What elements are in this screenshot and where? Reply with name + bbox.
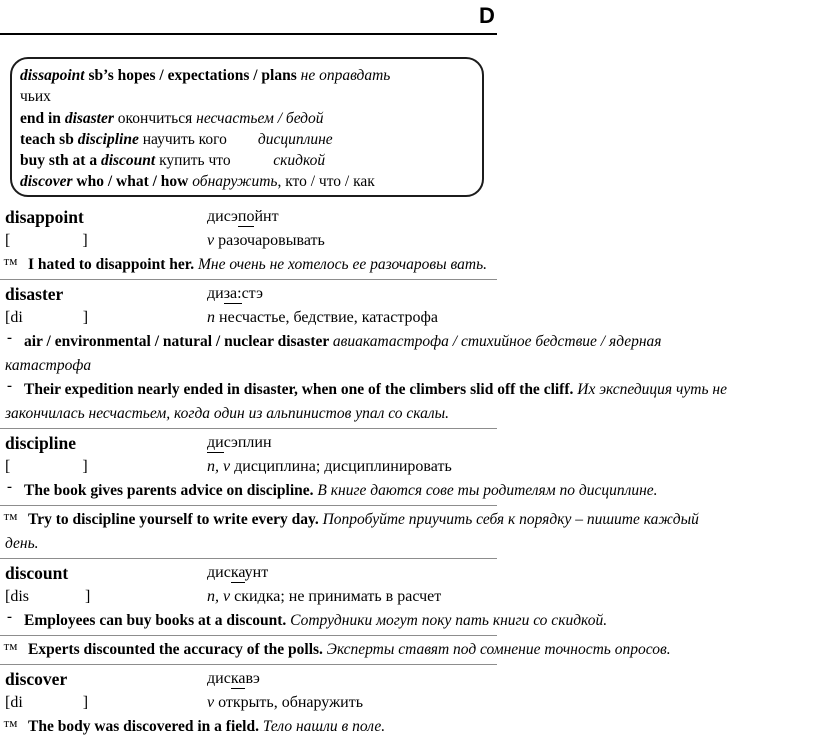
text-segment: В книге даются сове ты родителям по дисциплине.	[317, 482, 658, 499]
pos-translation	[207, 306, 816, 330]
text-segment: who / what / how	[72, 173, 193, 191]
dash-marker-icon: -	[7, 479, 12, 495]
text-segment: air / environmental / natural / nuclear disaster	[24, 333, 333, 350]
text-segment: научить кого	[138, 130, 227, 148]
example-line	[0, 638, 816, 662]
text-segment: , кто / что / как	[277, 173, 375, 191]
text-segment: Эксперты ставят под сомнение точность опросов.	[326, 641, 671, 658]
text-segment: Their expedition nearly ended in disaster, when one of the climbers slid off the cliff.	[24, 381, 578, 398]
text-segment	[231, 152, 274, 169]
entry-head-row	[0, 431, 816, 455]
text-segment: день.	[5, 535, 39, 552]
text-segment: сэплин	[223, 434, 272, 451]
text-segment: I hated to disappoint her.	[28, 256, 198, 273]
text-segment: teach sb	[20, 130, 78, 148]
text-segment: disaster	[64, 109, 114, 127]
text-segment: Try to discipline yourself to write every day.	[28, 511, 323, 528]
example	[0, 330, 816, 378]
collocation-line	[20, 150, 478, 171]
pronunciation	[207, 205, 816, 229]
transcription: [dis ]	[5, 588, 91, 605]
text-segment: авиакатастрофа / стихийное бедствие / ядерная	[332, 333, 662, 350]
entry-info-row	[0, 691, 816, 715]
transcription: [ ]	[5, 458, 88, 475]
entry-head-row	[0, 561, 816, 585]
example-line	[0, 508, 816, 532]
pos-translation	[207, 229, 816, 253]
example-line	[0, 354, 816, 378]
text-segment: разочаровывать	[214, 232, 325, 249]
text-segment: Попробуйте приучить себя к порядку – пишите каждый	[322, 511, 699, 528]
example	[0, 508, 816, 556]
entry-head-row	[0, 205, 816, 229]
example	[0, 609, 816, 633]
text-segment: Тело нашли в поле.	[262, 718, 386, 735]
pos-translation	[207, 691, 816, 715]
example-line	[0, 715, 816, 739]
text-segment: несчастьем / бедой	[196, 109, 324, 127]
example	[0, 479, 816, 503]
collocation-line	[20, 65, 478, 86]
text-segment: стэ	[241, 285, 263, 302]
entry-info-row	[0, 306, 816, 330]
text-segment: Сотрудники могут поку пать книги со скидкой.	[290, 612, 608, 629]
pronunciation	[207, 431, 816, 455]
text-segment: Мне очень не хотелось ее разочаровы вать.	[197, 256, 488, 273]
text-segment: dissapoint	[20, 67, 85, 84]
text-segment: n, v	[207, 458, 231, 475]
entry-info-row	[0, 585, 816, 609]
text-segment: The body was discovered in a field.	[28, 718, 263, 735]
entries	[0, 205, 816, 739]
text-segment: discount	[100, 152, 156, 170]
headword: discipline	[5, 433, 76, 453]
text-segment: окончиться	[113, 109, 197, 127]
text-segment: обнаружить	[192, 173, 278, 191]
headword: discount	[5, 563, 69, 583]
text-segment: дис	[207, 670, 231, 687]
entry-head-row	[0, 667, 816, 691]
text-segment: катастрофа	[5, 357, 92, 374]
text-segment: скидка; не принимать в расчет	[230, 588, 442, 605]
collocation-line	[20, 108, 478, 129]
example-line	[0, 378, 816, 402]
example-line	[0, 532, 816, 556]
text-segment: buy sth at a	[20, 152, 101, 170]
entry-info-row	[0, 229, 816, 253]
text-segment: вэ	[245, 670, 260, 687]
divider-rule	[0, 558, 497, 559]
collocation-box	[10, 57, 484, 197]
text-segment: не оправдать	[300, 67, 391, 84]
tm-marker-icon: ™	[3, 257, 18, 273]
page-letter: D	[479, 3, 495, 28]
example-line	[0, 253, 816, 277]
headword: discover	[5, 669, 68, 689]
stress-underline: ди	[207, 434, 224, 451]
divider-rule	[0, 635, 497, 636]
text-segment	[227, 131, 258, 148]
dash-marker-icon: -	[7, 609, 12, 625]
text-segment: скидкой	[273, 152, 326, 170]
text-segment: дисциплина; дисциплинировать	[230, 458, 452, 475]
transcription: [di ]	[5, 309, 89, 326]
text-segment: ди	[207, 285, 224, 302]
headword: disappoint	[5, 207, 84, 227]
example	[0, 378, 816, 426]
text-segment: v	[207, 694, 215, 711]
text-segment: йнт	[254, 208, 279, 225]
stress-underline: за:	[223, 285, 242, 302]
transcription: [di ]	[5, 694, 89, 711]
collocation-line	[20, 129, 478, 150]
collocation-line	[20, 86, 478, 107]
pronunciation	[207, 282, 816, 306]
text-segment: discipline	[77, 130, 139, 148]
text-segment: дисэ	[207, 208, 238, 225]
collocation-line	[20, 171, 478, 192]
tm-marker-icon: ™	[3, 719, 18, 735]
tm-marker-icon: ™	[3, 642, 18, 658]
text-segment: Их экспедиция чуть не	[577, 381, 727, 398]
example	[0, 715, 816, 739]
text-segment: discover	[20, 173, 73, 191]
tm-marker-icon: ™	[3, 512, 18, 528]
example-line	[0, 402, 816, 426]
example-line	[0, 330, 816, 354]
text-segment: end in	[20, 109, 65, 127]
divider-rule	[0, 428, 497, 429]
text-segment: Employees can buy books at a discount.	[24, 612, 291, 629]
divider-rule	[0, 505, 497, 506]
divider-rule	[0, 279, 497, 280]
transcription: [ ]	[5, 232, 88, 249]
dash-marker-icon: -	[7, 330, 12, 346]
text-segment: несчастье, бедствие, катастрофа	[215, 309, 439, 326]
example	[0, 253, 816, 277]
dash-marker-icon: -	[7, 378, 12, 394]
text-segment: n, v	[207, 588, 231, 605]
entry-head-row	[0, 282, 816, 306]
header-rule	[0, 33, 497, 35]
example	[0, 638, 816, 662]
headword: disaster	[5, 284, 64, 304]
pos-translation	[207, 455, 816, 479]
text-segment: открыть, обнаружить	[214, 694, 363, 711]
text-segment: The book gives parents advice on discipline.	[24, 482, 318, 499]
pos-translation	[207, 585, 816, 609]
example-line	[0, 479, 816, 503]
stress-underline: ка	[230, 564, 245, 581]
divider-rule	[0, 664, 497, 665]
text-segment: n	[207, 309, 215, 326]
pronunciation	[207, 667, 816, 691]
stress-underline: по	[237, 208, 255, 225]
example-line	[0, 609, 816, 633]
text-segment: чьих	[20, 88, 51, 106]
entry-info-row	[0, 455, 816, 479]
text-segment: дис	[207, 564, 231, 581]
text-segment: купить что	[155, 152, 231, 170]
text-segment: закончилась несчастьем, когда один из альпинистов упал со скалы.	[5, 405, 449, 422]
pronunciation	[207, 561, 816, 585]
text-segment: sb’s hopes / expectations / plans	[84, 67, 301, 84]
stress-underline: ка	[230, 670, 246, 687]
text-segment: дисциплине	[257, 130, 333, 148]
text-segment: v	[207, 232, 215, 249]
text-segment: Experts discounted the accuracy of the polls.	[28, 641, 327, 658]
text-segment: унт	[244, 564, 269, 581]
